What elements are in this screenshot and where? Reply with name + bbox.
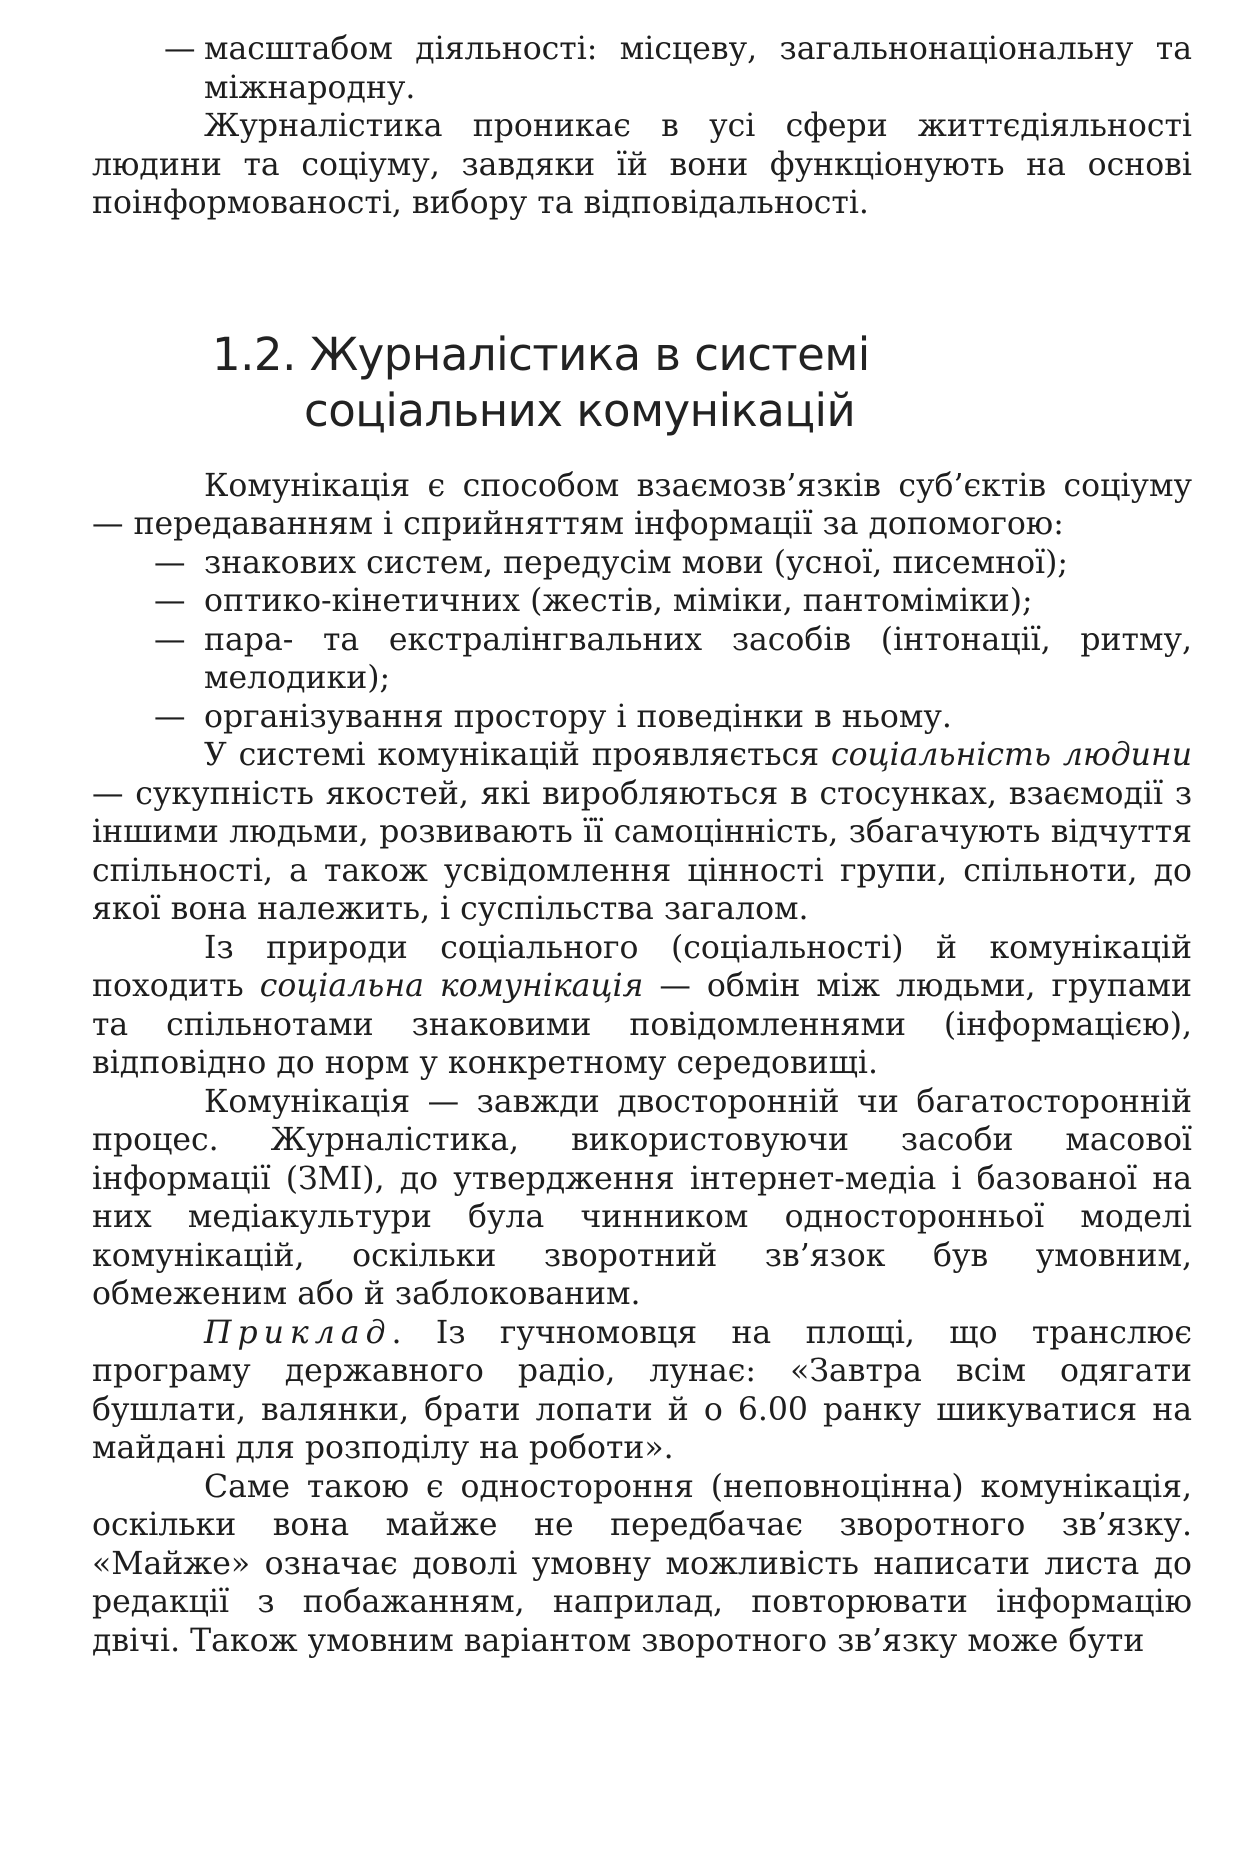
term-human-sociality: соціальність людини (830, 737, 1192, 773)
paragraph-two-sided-process: Комунікація — завжди двосторонній чи багатосторонній процес. Журналістика, використовуючи засоби масової інформації (ЗМІ), до утвердження інтернет-медіа і базованої на них медіакультури була чинником односторонньої моделі комунікацій, оскільки зворотний зв’язок був умовним, обмеженим або й заблокованим. (92, 1083, 1192, 1312)
dash-marker: — (154, 621, 186, 658)
dash-marker: — (154, 698, 186, 735)
list-item-text: оптико-кінетичних (жестів, міміки, пантоміміки); (204, 583, 1033, 619)
paragraph-human-sociality (92, 736, 1192, 929)
list-item (92, 544, 1192, 583)
paragraph-communication-definition: Комунікація є способом взаємозв’язків суб’єктів соціуму — передаванням і сприйняттям інформації за допомогою: (92, 467, 1192, 542)
text-run: У системі комунікацій проявляється (204, 737, 831, 773)
list-item-text: пара- та екстралінгвальних засобів (інтонації, ритму, мелодики); (204, 621, 1192, 696)
example-text: . Із гучномовця на площі, що транслює програму державного радіо, лунає: «Завтра всім одягати бушлати, валянки, брати лопати й о 6.00 ранку шикуватися на майдані для розподілу на роботи». (92, 1314, 1192, 1466)
list-item (92, 698, 1192, 737)
paragraph-social-communication (92, 929, 1192, 1083)
section-heading (212, 327, 1192, 439)
section-title-line2: соціальних комунікацій (304, 383, 856, 437)
paragraph-one-sided-communication: Саме такою є одностороння (неповноцінна) комунікація, оскільки вона майже не передбачає зворотного зв’язку. «Майже» означає доволі умовну можливість написати листа до редакції з побажанням, наприлад, повторювати інформацію двічі. Також умовним варіантом зворотного зв’язку може бути (92, 1468, 1192, 1659)
term-social-communication: соціальна комунікація (259, 968, 644, 1004)
section-title-text: Журналістика в системі (309, 327, 870, 381)
paragraph-journalism-spheres: Журналістика проникає в усі сфери життєдіяльності людини та соціуму, завдяки їй вони функціонують на основі поінформованості, вибору та відповідальності. (92, 108, 1192, 221)
section-title-line1 (212, 327, 1192, 383)
text-run: — сукупність якостей, які виробляються в стосунках, взаємодії з іншими людьми, розвивають її самоцінність, збагачують відчуття спільності, а також усвідомлення цінності групи, спільноти, до якої вона належить, і суспільства загалом. (92, 775, 1192, 927)
section-number: 1.2. (212, 327, 296, 381)
example-label: Приклад (204, 1314, 392, 1351)
dash-marker: — (164, 31, 196, 67)
list-item-text: організування простору і поведінки в ньому. (204, 698, 952, 735)
dash-marker: — (154, 583, 186, 619)
book-page (92, 30, 1192, 1660)
dash-marker: — (154, 544, 186, 581)
text-run: — обмін між людьми, групами та спільнотами знаковими повідомленнями (інформацією), відповідно до норм у конкретному середовищі. (92, 968, 1192, 1081)
list-item-scale (92, 30, 1192, 107)
list-item-text: знакових систем, передусім мови (усної, писемної); (204, 544, 1069, 581)
text-run: Із природи соціального (соціальності) й комунікацій походить (92, 929, 1192, 1004)
list-item (92, 621, 1192, 698)
paragraph-example (92, 1314, 1192, 1468)
list-item-text: масштабом діяльності: місцеву, загальнонаціональну та міжнародну. (204, 31, 1192, 106)
list-item (92, 582, 1192, 621)
